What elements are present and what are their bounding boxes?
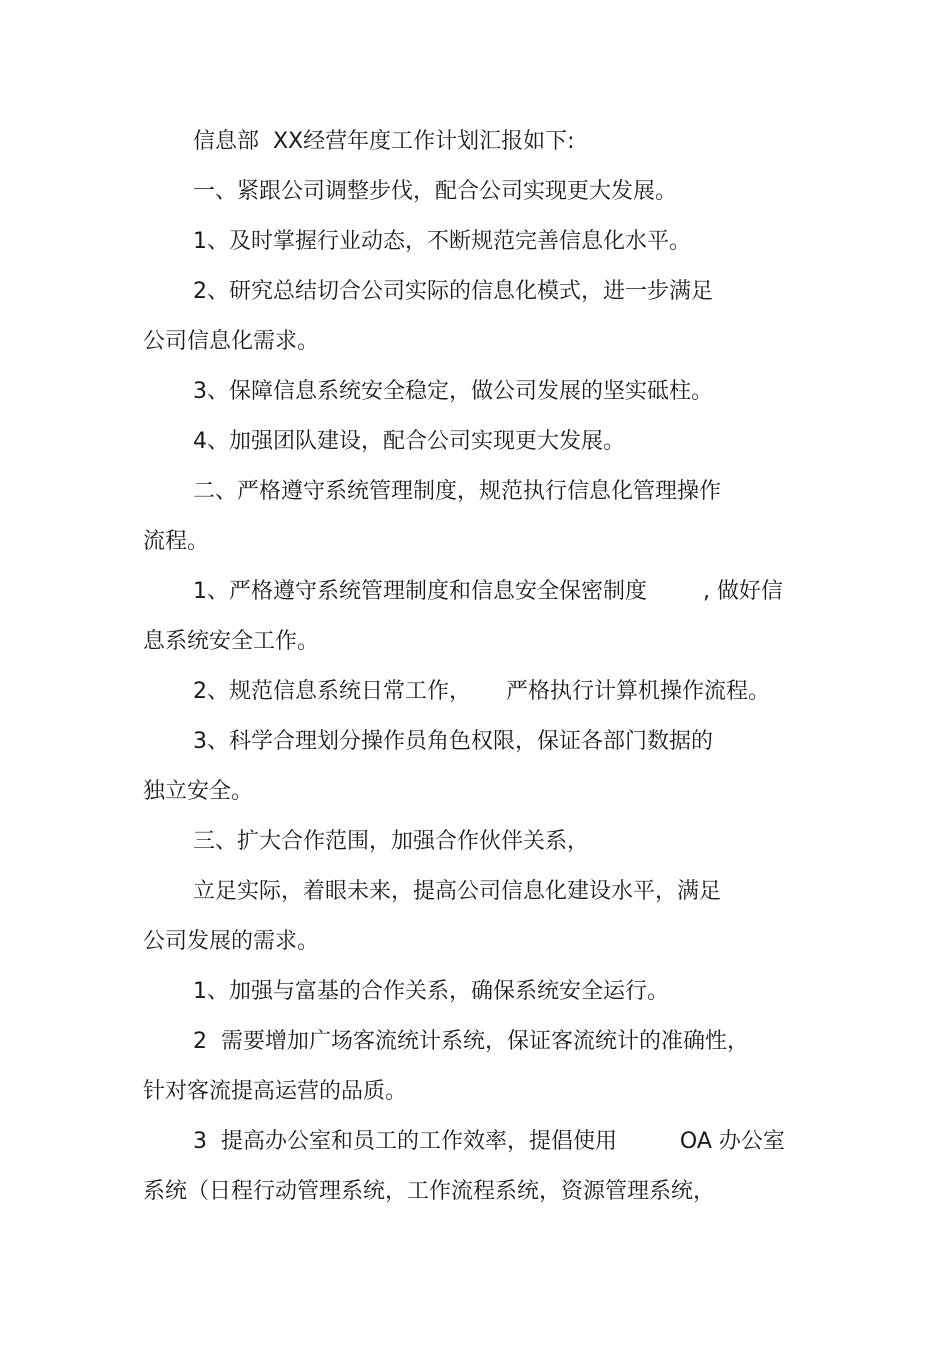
section-3-item-3-cont: 系统（日程行动管理系统，工作流程系统，资源管理系统，: [143, 1179, 716, 1204]
section-3-heading: 三、扩大合作范围，加强合作伙伴关系，: [193, 829, 590, 854]
section-1-item-2-cont: 公司信息化需求。: [143, 329, 320, 354]
section-2-item-1-cont: 息系统安全工作。: [143, 629, 320, 654]
section-3-item-2-cont: 针对客流提高运营的品质。: [143, 1079, 408, 1104]
section-2-heading-cont: 流程。: [143, 529, 210, 554]
section-3-item-1: 1、加强与富基的合作关系，确保系统安全运行。: [193, 979, 669, 1004]
section-1-item-1: 1、及时掌握行业动态，不断规范完善信息化水平。: [193, 229, 691, 254]
section-1-heading: 一、紧跟公司调整步伐，配合公司实现更大发展。: [193, 179, 678, 204]
section-3-item-3: 3 提高办公室和员工的工作效率，提倡使用 OA 办公室: [193, 1129, 785, 1154]
section-2-heading: 二、严格遵守系统管理制度，规范执行信息化管理操作: [193, 479, 722, 504]
section-3-item-2: 2 需要增加广场客流统计系统，保证客流统计的准确性，: [193, 1029, 749, 1054]
section-1-item-2: 2、研究总结切合公司实际的信息化模式，进一步满足: [193, 279, 713, 304]
section-2-item-1: 1、严格遵守系统管理制度和信息安全保密制度 , 做好信: [193, 579, 783, 604]
section-2-item-3: 3、科学合理划分操作员角色权限，保证各部门数据的: [193, 729, 713, 754]
section-2-item-3-cont: 独立安全。: [143, 779, 254, 804]
intro-line: 信息部 XX经营年度工作计划汇报如下:: [193, 129, 575, 154]
section-1-item-3: 3、保障信息系统安全稳定，做公司发展的坚实砥柱。: [193, 379, 713, 404]
section-3-intro: 立足实际，着眼未来，提高公司信息化建设水平，满足: [193, 879, 722, 904]
section-2-item-2: 2、规范信息系统日常工作， 严格执行计算机操作流程。: [193, 679, 770, 704]
section-1-item-4: 4、加强团队建设，配合公司实现更大发展。: [193, 429, 625, 454]
section-3-intro-cont: 公司发展的需求。: [143, 929, 320, 954]
